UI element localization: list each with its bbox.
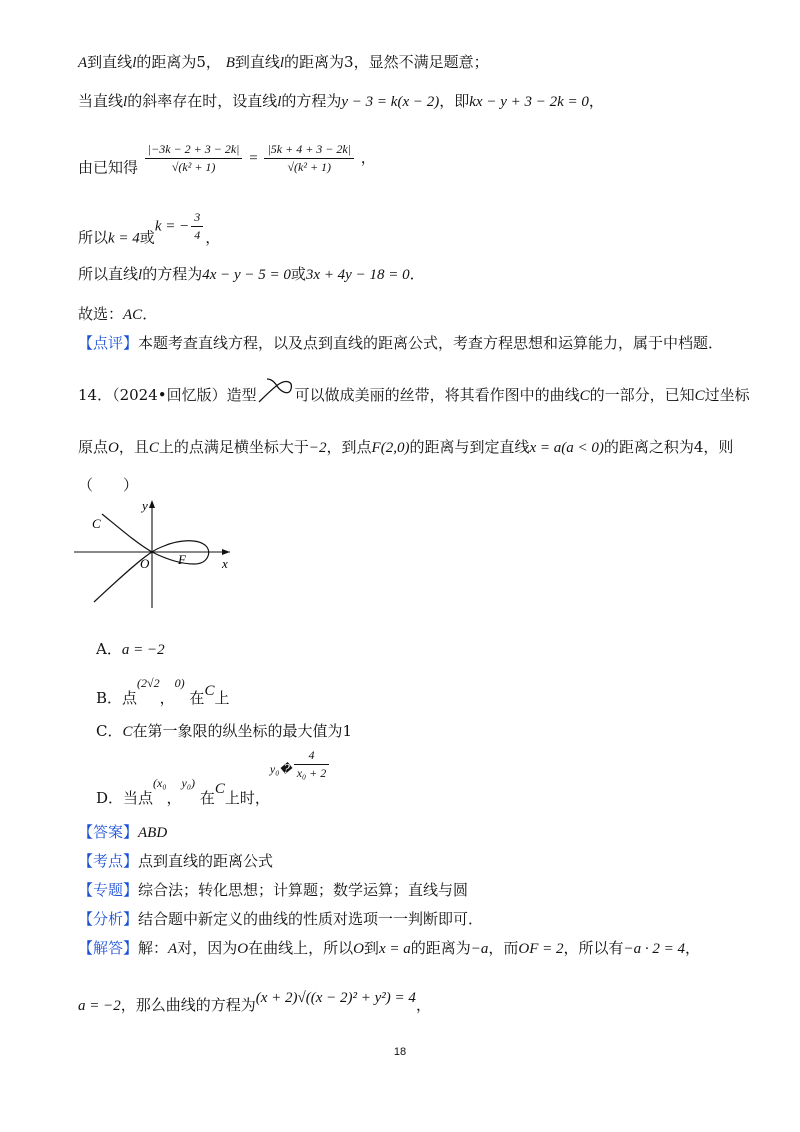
question-stem: 14．（2024•回忆版）造型 可以做成美丽的丝带，将其看作图中的曲线C的一部分，已知C过坐标 (78, 378, 750, 406)
curve-c (94, 514, 209, 602)
equation-line: 由已知得 $\frac{|-3k - 2 + 3 - 2k|}{\text{√(k² + 1)}}$ = $\frac{|5k + 4 + 3 - 2k|}{\text{√(k² + 1)}}$ ， (78, 142, 376, 177)
option-c: C．C在第一象限的纵坐标的最大值为1 (96, 722, 353, 740)
text-line: 故选：AC． (78, 305, 158, 323)
text-line: 所以k = 4或k = − $\frac{3}{4}$ ， (78, 210, 221, 247)
label-c: C (92, 516, 101, 531)
answer-line: 【答案】ABD (78, 823, 168, 841)
option-a: A．a = −2 (96, 640, 165, 658)
comment-tag: 【点评】 (78, 334, 139, 352)
question-stem: 原点O，且C上的点满足横坐标大于−2，到点F(2,0)的距离与到定直线x = a(a < 0)的距离之积为4，则 (78, 438, 734, 456)
analysis-line: 【分析】结合题中新定义的曲线的性质对选项一一判断即可． (78, 910, 484, 928)
knowledge-line: 【考点】点到直线的距离公式 (78, 852, 274, 870)
page-number: 18 (393, 1046, 407, 1058)
ribbon-icon (257, 378, 295, 404)
x-axis-arrow (222, 549, 230, 555)
label-x: x (222, 556, 228, 571)
text-line: A到直线l的距离为5， B到直线l的距离为3，显然不满足题意； (78, 53, 489, 71)
topic-line: 【专题】综合法；转化思想；计算题；数学运算；直线与圆 (78, 881, 469, 899)
curve-figure (72, 496, 252, 612)
answer-blank: （ ） (78, 476, 139, 494)
text-line: 所以直线l的方程为4x − y − 5 = 0或3x + 4y − 18 = 0． (78, 265, 425, 283)
y-axis-arrow (149, 500, 155, 508)
label-f: F (178, 552, 186, 567)
label-o: O (140, 556, 150, 571)
option-d: D．当点$_{(x_0}$，$_{y_0)}$ 在C上时，$^{y_0�}$ $\frac{4}{\text{x₀ + 2}}$ (96, 748, 331, 808)
comment-line: 【点评】本题考查直线方程，以及点到直线的距离公式，考查方程思想和运算能力，属于中档题． (78, 334, 724, 352)
solution-line: a = −2，那么曲线的方程为(x + 2)√((x − 2)² + y²) = 4， (78, 990, 431, 1014)
fraction: $\frac{|5k + 4 + 3 - 2k|}{\text{√(k² + 1)}}$ (264, 142, 354, 175)
solution-line: 【解答】解：A对，因为O在曲线上，所以O到x = a的距离为−a，而OF = 2，所以有−a · 2 = 4， (78, 939, 701, 957)
text-line: 当直线l的斜率存在时，设直线l的方程为y − 3 = k(x − 2)，即kx − y + 3 − 2k = 0， (78, 92, 604, 110)
option-b: B．点$^{(2√2}$，$^{0)}$ 在C上 (96, 676, 230, 707)
fraction: $\frac{|-3k - 2 + 3 - 2k|}{\text{√(k² + 1)}}$ (145, 142, 243, 175)
label-y: y (142, 498, 148, 513)
